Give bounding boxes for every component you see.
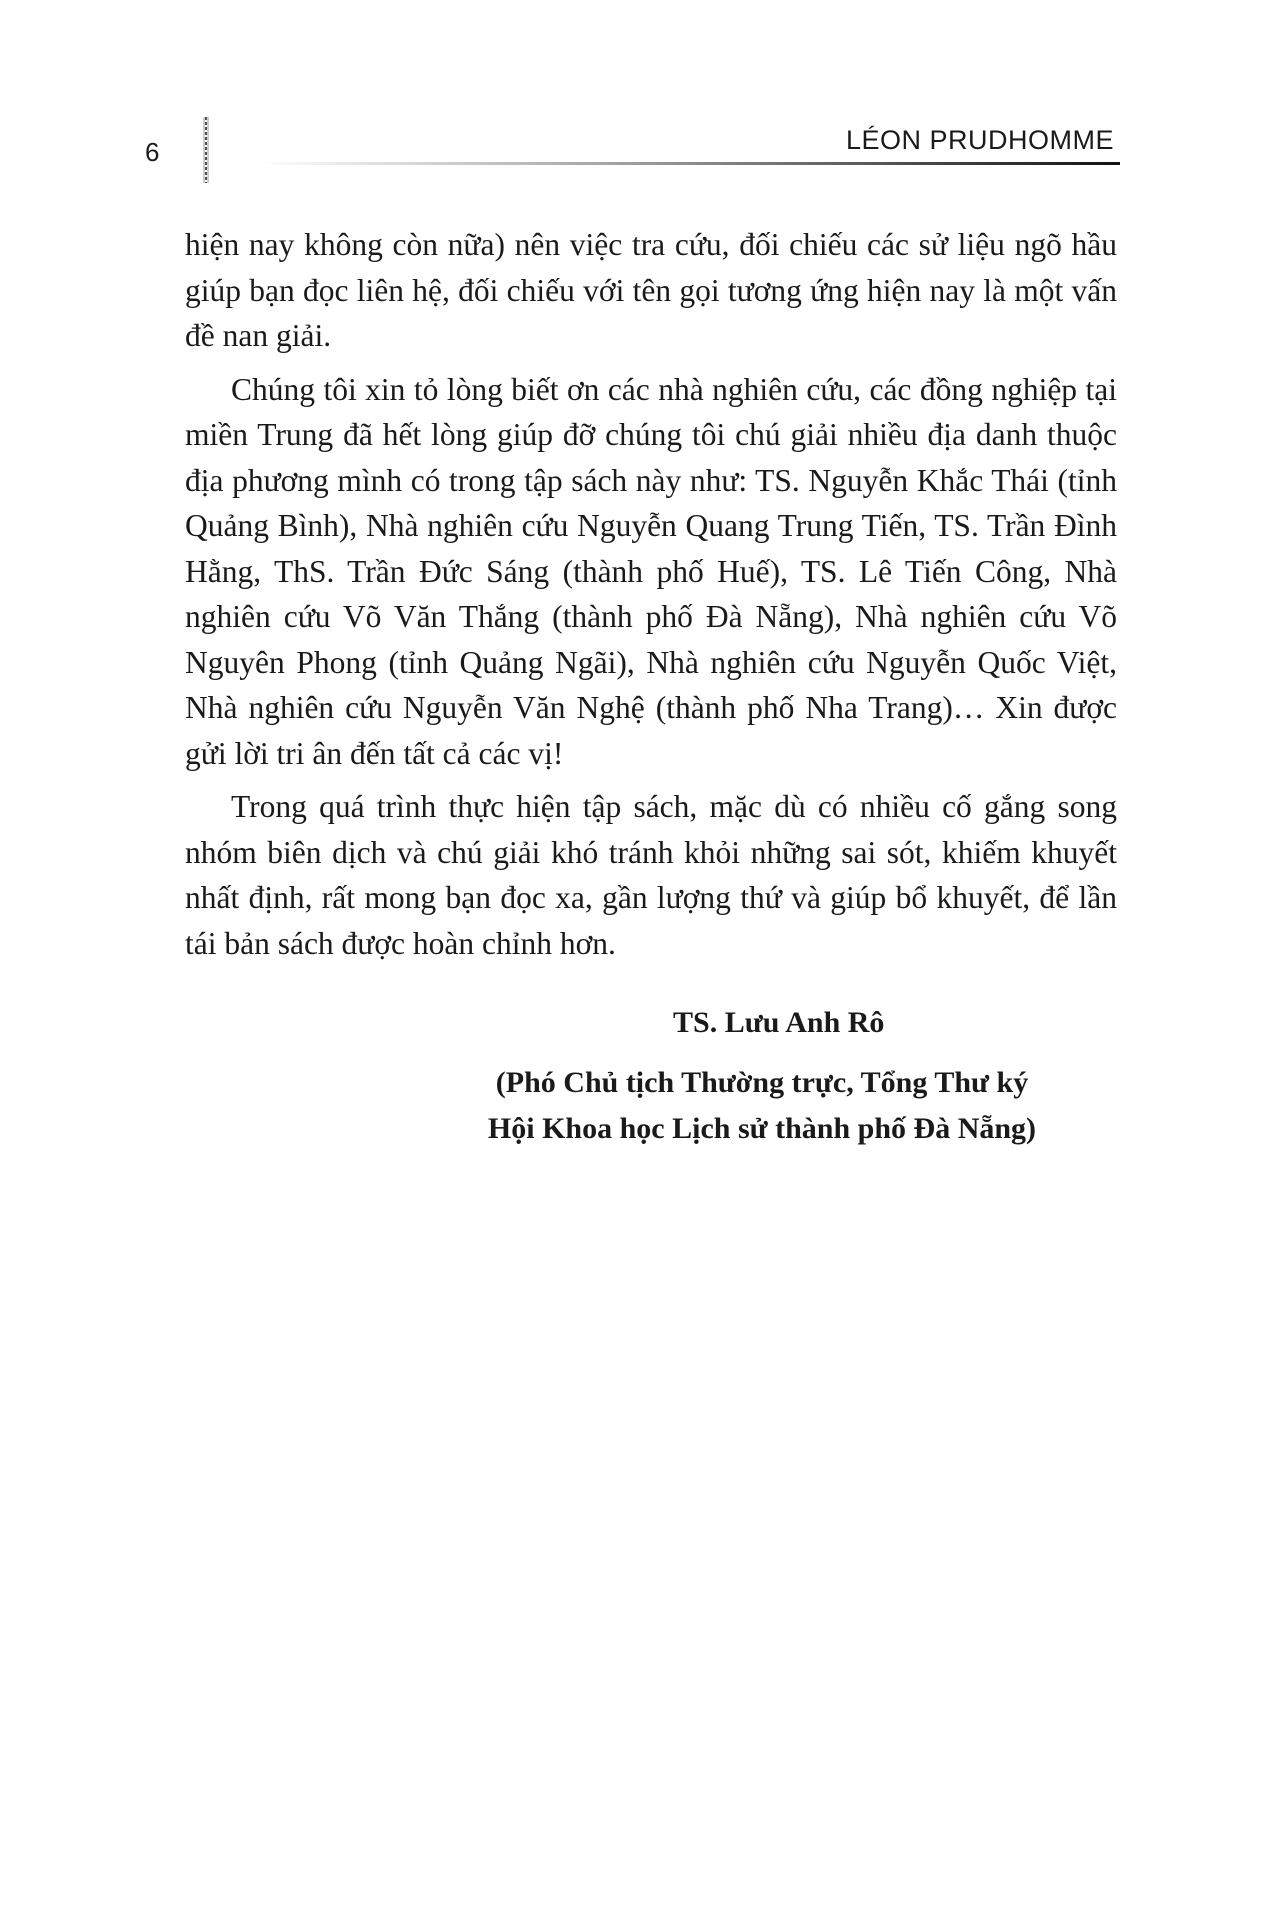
signatory-role-line-1: (Phó Chủ tịch Thường trực, Tổng Thư ký bbox=[495, 1066, 1029, 1099]
signatory-role-line-2: Hội Khoa học Lịch sử thành phố Đà Nẵng) bbox=[487, 1112, 1037, 1145]
signatory-name: TS. Lưu Anh Rô bbox=[673, 1006, 885, 1039]
body-text bbox=[185, 222, 1117, 974]
vertical-ornament-icon bbox=[203, 115, 209, 185]
signatory-role bbox=[482, 1060, 1042, 1152]
paragraph-apology: Trong quá trình thực hiện tập sách, mặc dù có nhiều cố gắng song nhóm biên dịch và chú giải khó tránh khỏi những sai sót, khiếm khuyết nhất định, rất mong bạn đọc xa, gần lượng thứ và giúp bổ khuyết, để lần tái bản sách được hoàn chỉnh hơn. bbox=[185, 789, 1117, 961]
page-number: 6 bbox=[145, 137, 160, 167]
running-header bbox=[145, 115, 1120, 185]
header-rule bbox=[257, 162, 1120, 165]
running-title: LÉON PRUDHOMME bbox=[845, 125, 1114, 155]
paragraph-continued: hiện nay không còn nữa) nên việc tra cứu, đối chiếu các sử liệu ngõ hầu giúp bạn đọc liên hệ, đối chiếu với tên gọi tương ứng hiện nay là một vấn đề nan giải. bbox=[185, 227, 1117, 353]
paragraph-acknowledgements: Chúng tôi xin tỏ lòng biết ơn các nhà nghiên cứu, các đồng nghiệp tại miền Trung đã hết lòng giúp đỡ chúng tôi chú giải nhiều địa danh thuộc địa phương mình có trong tập sách này như: TS. Nguyễn Khắc Thái (tỉnh Quảng Bình), Nhà nghiên cứu Nguyễn Quang Trung Tiến, TS. Trần Đình Hằng, ThS. Trần Đức Sáng (thành phố Huế), TS. Lê Tiến Công, Nhà nghiên cứu Võ Văn Thắng (thành phố Đà Nẵng), Nhà nghiên cứu Võ Nguyên Phong (tỉnh Quảng Ngãi), Nhà nghiên cứu Nguyễn Quốc Việt, Nhà nghiên cứu Nguyễn Văn Nghệ (thành phố Nha Trang)… Xin được gửi lời tri ân đến tất cả các vị! bbox=[185, 371, 1117, 771]
